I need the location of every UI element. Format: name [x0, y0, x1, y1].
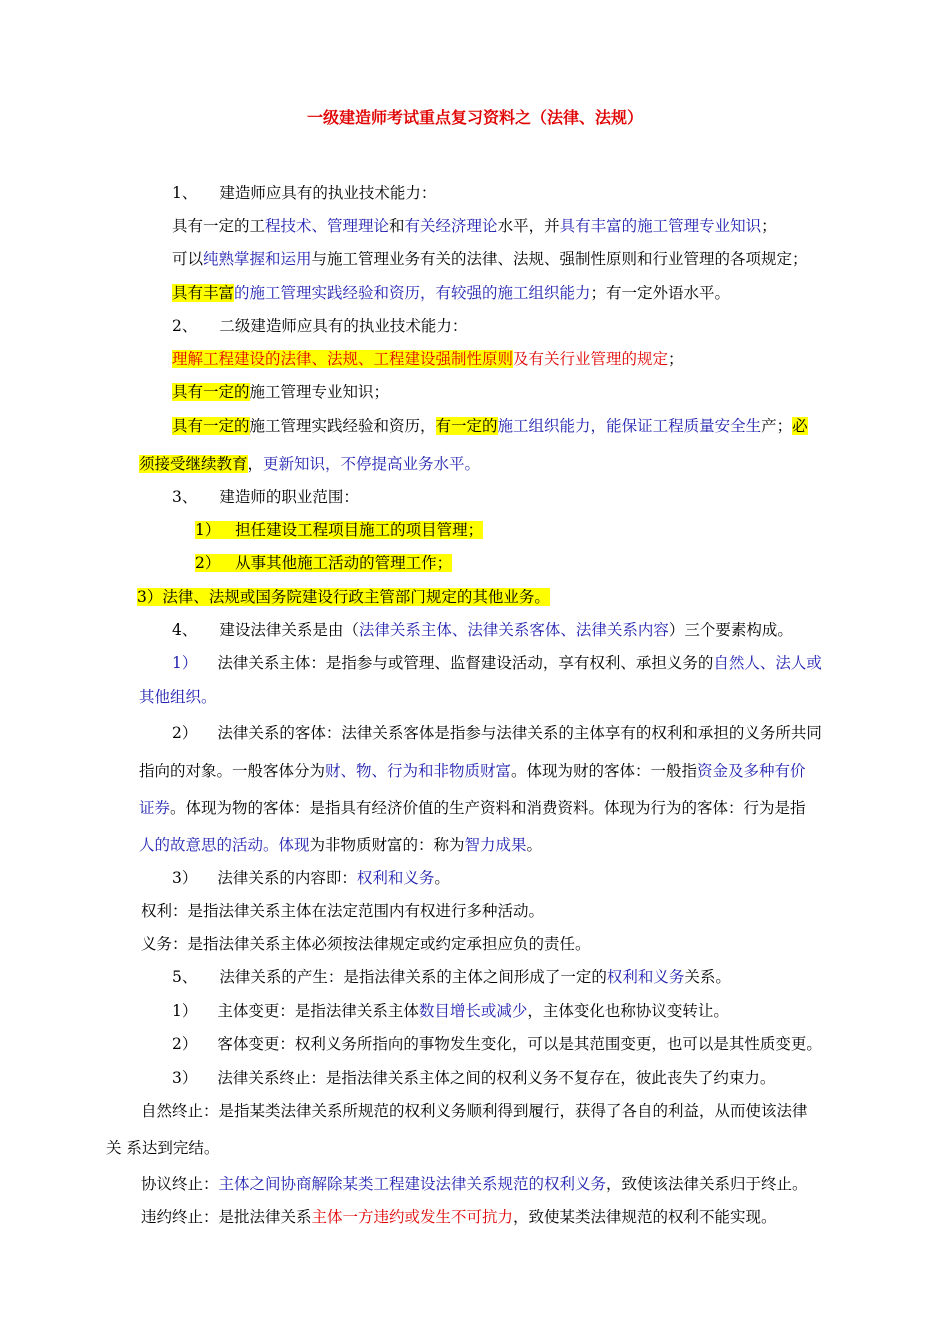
s1-line1: 具有一定的工程技术、管理理论和有关经济理论水平，并具有丰富的施工管理专业知识； — [172, 217, 777, 235]
s1-num: 1、 — [172, 184, 198, 202]
s1-line3: 具有丰富的施工管理实践经验和资历，有较强的施工组织能力；有一定外语水平。 — [172, 284, 731, 302]
s4-p3: 3） 法律关系的内容即：权利和义务。 — [172, 869, 450, 887]
s2-line1: 理解工程建设的法律、法规、工程建设强制性原则及有关行业管理的规定； — [172, 350, 684, 368]
s4-duty-def: 义务：是指法律关系主体必须按法律规定或约定承担应负的责任。 — [141, 935, 591, 953]
s5-change2: 2） 客体变更：权利义务所指向的事物发生变化，可以是其范围变更，也可以是其性质变更。 — [172, 1035, 822, 1053]
s4-heading: 4、 建设法律关系是由（法律关系主体、法律关系客体、法律关系内容）三个要素构成。 — [172, 621, 793, 639]
s5-change3: 3） 法律关系终止：是指法律关系主体之间的权利义务不复存在，彼此丧失了约束力。 — [172, 1069, 776, 1087]
s2-line4: 须接受继续教育，更新知识，不停提高业务水平。 — [139, 455, 481, 473]
s5-natural-line2: 关 系达到完结。 — [106, 1139, 220, 1157]
s5-natural-line1: 自然终止：是指某类法律关系所规范的权利义务顺利得到履行，获得了各自的利益，从而使该法律 — [141, 1102, 808, 1120]
s4-p2-line4: 人的故意思的活动。体现为非物质财富的：称为智力成果。 — [139, 836, 543, 854]
s4-p2-line2: 指向的对象。一般客体分为财、物、行为和非物质财富。体现为财的客体：一般指资金及多种有价 — [139, 762, 806, 780]
s1-heading — [172, 181, 436, 205]
s3-heading: 3、 建造师的职业范围： — [172, 488, 359, 506]
document-title: 一级建造师考试重点复习资料之（法律、法规） — [306, 108, 643, 127]
s3-item3: 3）法律、法规或国务院建设行政主管部门规定的其他业务。 — [137, 588, 550, 606]
s2-line3: 具有一定的施工管理实践经验和资历，有一定的施工组织能力，能保证工程质量安全生产；必 — [172, 417, 808, 435]
s3-item1: 1） 担任建设工程项目施工的项目管理； — [195, 521, 484, 539]
s4-p2-line1: 2） 法律关系的客体：法律关系客体是指参与法律关系的主体享有的权利和承担的义务所共同 — [172, 724, 822, 742]
s5-change1: 1） 主体变更：是指法律关系主体数目增长或减少，主体变化也称协议变转让。 — [172, 1002, 729, 1020]
s2-heading: 2、 二级建造师应具有的执业技术能力： — [172, 317, 468, 335]
s5-agree: 协议终止：主体之间协商解除某类工程建设法律关系规范的权利义务，致使该法律关系归于终止。 — [141, 1175, 808, 1193]
s4-p2-line3: 证券。体现为物的客体：是指具有经济价值的生产资料和消费资料。体现为行为的客体：行为是指 — [139, 799, 806, 817]
s2-line2: 具有一定的施工管理专业知识； — [172, 383, 390, 401]
s4-p1-line2: 其他组织。 — [139, 688, 217, 706]
s5-heading: 5、 法律关系的产生：是指法律关系的主体之间形成了一定的权利和义务关系。 — [172, 968, 731, 986]
s3-item2: 2） 从事其他施工活动的管理工作； — [195, 554, 453, 572]
s5-breach: 违约终止：是批法律关系主体一方违约或发生不可抗力，致使某类法律规范的权利不能实现。 — [141, 1208, 777, 1226]
s1-head-text: 建造师应具有的执业技术能力： — [219, 184, 437, 202]
s4-right-def: 权利：是指法律关系主体在法定范围内有权进行多种活动。 — [141, 902, 545, 920]
s1-line2: 可以纯熟掌握和运用与施工管理业务有关的法律、法规、强制性原则和行业管理的各项规定； — [172, 250, 808, 268]
s4-p1-line1: 1） 法律关系主体：是指参与或管理、监督建设活动，享有权利、承担义务的自然人、法人或 — [172, 654, 822, 672]
